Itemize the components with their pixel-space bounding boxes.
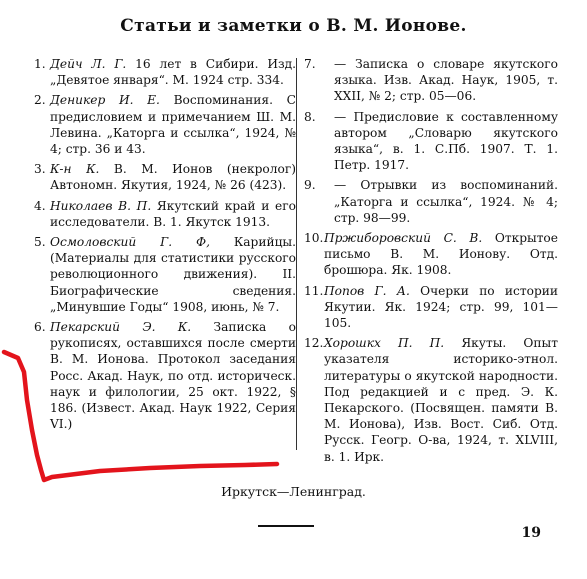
- entry-text: 16 лет в Сибири. Изд. „Девятое января“. М. 1924 стр. 334.: [50, 57, 296, 88]
- entry-author: К-н К.: [50, 162, 100, 177]
- entry-author: Пекарский Э. К.: [50, 320, 192, 335]
- bib-entry: [304, 230, 558, 279]
- entry-text: Воспоминания. С предисловием и примечанием Ш. М. Левина. „Каторга и ссылка“, 1924, № 4; стр. 36 и 43.: [50, 93, 296, 157]
- footer-place: Иркутск—Ленинград.: [221, 484, 366, 499]
- bib-entry: [304, 335, 558, 465]
- entry-number: 11.: [304, 283, 324, 298]
- entry-author: Пржиборовский С. В.: [324, 231, 483, 246]
- entry-author: Хорошкх П. П.: [324, 336, 445, 351]
- entry-number: 6.: [34, 320, 46, 335]
- entry-text: В. М. Ионов (некролог) Автономн. Якутия, 1924, № 26 (423).: [50, 162, 296, 193]
- entry-text: Очерки по истории Якутии. Як. 1924; стр. 99, 101—105.: [324, 283, 558, 331]
- bib-entry: [304, 177, 558, 226]
- right-column: [304, 56, 558, 469]
- entry-number: 2.: [34, 93, 46, 108]
- bib-entry: [304, 109, 558, 174]
- left-column: [34, 56, 296, 436]
- entry-author: Попов Г. А.: [324, 283, 410, 298]
- entry-number: 1.: [34, 57, 46, 71]
- entry-text: Карийцы. (Материалы для статистики русского революционного движения). II. Биографические сведения. „Минувшие Годы“ 1908, июнь, № 7.: [50, 235, 296, 314]
- bib-entry: [34, 161, 296, 193]
- page-title: Статьи и заметки о В. М. Ионове.: [120, 16, 467, 36]
- entry-number: 10.: [304, 231, 324, 246]
- entry-number: 9.: [304, 178, 316, 193]
- bib-entry: [304, 56, 558, 105]
- entry-number: 7.: [304, 57, 316, 71]
- bib-entry: [34, 56, 296, 88]
- entry-number: 8.: [304, 109, 316, 124]
- entry-text: Открытое письмо В. М. Ионову. Отд. брошюра. Як. 1908.: [324, 231, 558, 278]
- page-number: 19: [521, 525, 541, 541]
- entry-text: Якутский край и его исследователи. В. 1. Якутск 1913.: [50, 198, 296, 229]
- entry-number: 12.: [304, 336, 324, 351]
- entry-text: — Предисловие к составленному автором „Словарю якутского языка“, в. 1. С.Пб. 1907. Т. 1. Петр. 1917.: [334, 109, 558, 173]
- bib-entry: [304, 283, 558, 332]
- entry-number: 3.: [34, 162, 46, 177]
- bib-entry: [34, 319, 296, 432]
- entry-author: Осмоловский Г. Ф,: [50, 235, 210, 250]
- bib-entry: [34, 92, 296, 157]
- bib-entry: [34, 234, 296, 315]
- entry-author: Николаев В. П.: [50, 198, 152, 213]
- entry-text: Записка о рукописях, оставшихся после смерти В. М. Ионова. Протокол заседания Росс. Акад. Наук, по отд. историческ. наук и филологии, 25 окт. 1922, § 186. (Извест. Акад. Наук 1922, Серия VI.): [50, 320, 296, 432]
- entry-number: 5.: [34, 235, 46, 250]
- entry-text: — Отрывки из воспоминаний. „Каторга и ссылка“, 1924. № 4; стр. 98—99.: [334, 178, 558, 225]
- column-divider: [296, 58, 297, 450]
- closing-rule: [258, 525, 314, 527]
- entry-text: Якуты. Опыт указателя историко-этнол. литературы о якутской народности. Под редакцией и с пред. Э. К. Пекарского. (Посвящен. памяти В. М. Ионова), Изв. Вост. Сиб. Отд. Русск. Геогр. О-ва, 1924, т. XLVIII, в. 1. Ирк.: [324, 336, 558, 464]
- entry-author: Дейч Л. Г.: [50, 57, 127, 71]
- entry-text: — Записка о словаре якутского языка. Изв. Акад. Наук, 1905, т. XXII, № 2; стр. 05—06.: [334, 57, 558, 104]
- bib-entry: [34, 198, 296, 230]
- entry-number: 4.: [34, 198, 46, 213]
- entry-author: Деникер И. Е.: [50, 93, 160, 108]
